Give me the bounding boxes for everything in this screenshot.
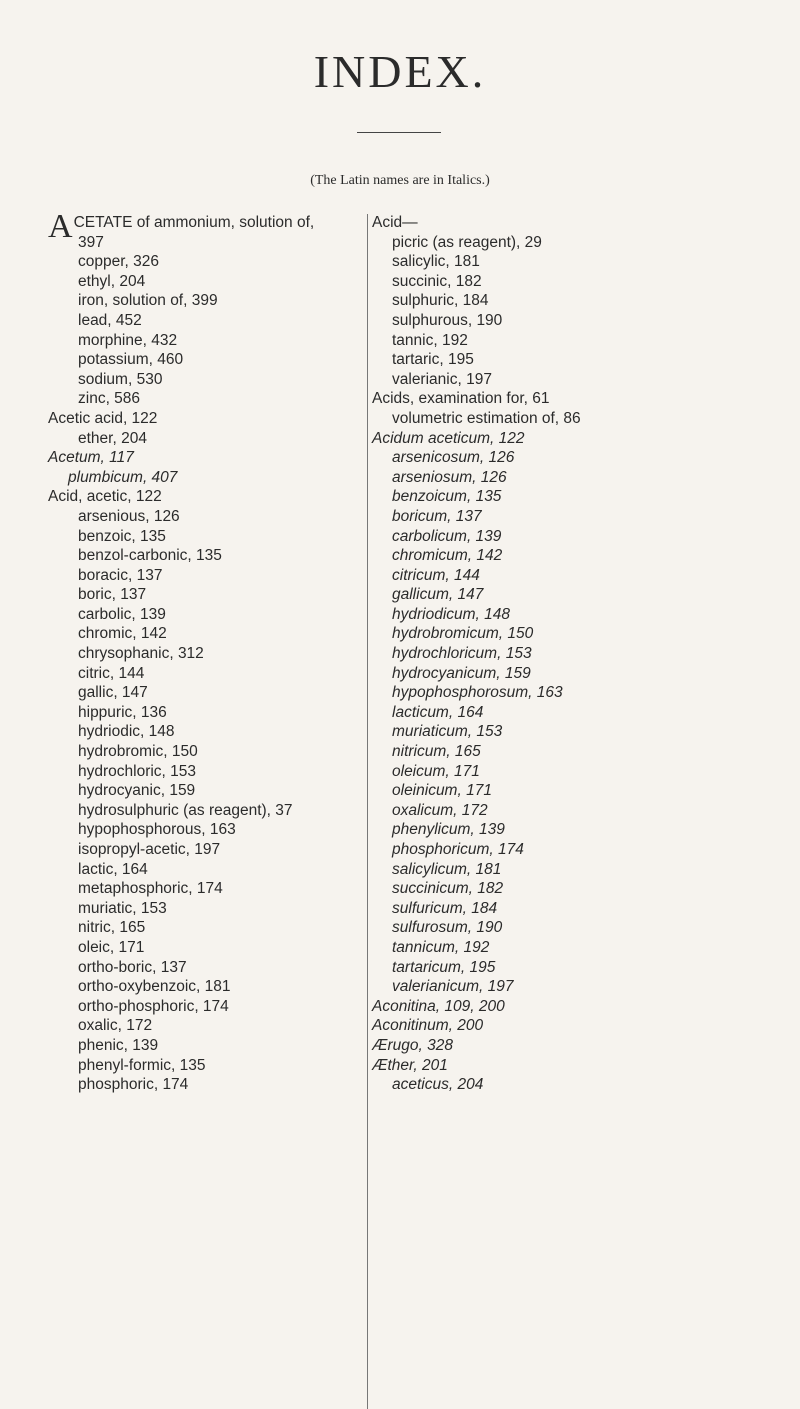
index-entry <box>48 370 368 390</box>
index-entry <box>48 703 368 723</box>
index-entry-text: volumetric estimation of, 86 <box>392 409 581 427</box>
index-column-left <box>48 208 368 1095</box>
index-entry <box>372 546 792 566</box>
page-subtitle: (The Latin names are in Italics.) <box>310 173 490 188</box>
index-entry <box>48 840 368 860</box>
index-entry-text: Acetic acid, 122 <box>48 409 158 427</box>
index-entry-text: tartaricum, 195 <box>392 958 496 976</box>
index-entry <box>372 507 792 527</box>
index-entry <box>48 507 368 527</box>
index-entry <box>48 527 368 547</box>
index-entry-text: zinc, 586 <box>78 390 141 408</box>
index-entry-text: 397 <box>78 233 104 251</box>
index-entry-text: Ærugo, 328 <box>372 1036 453 1054</box>
index-entry-text: aceticus, 204 <box>392 1076 484 1094</box>
index-entry <box>48 409 368 429</box>
index-entry <box>48 311 368 331</box>
index-entry <box>48 1036 368 1056</box>
index-entry <box>372 781 792 801</box>
index-entry-text: tannicum, 192 <box>392 938 490 956</box>
index-entry <box>48 860 368 880</box>
index-entry <box>48 429 368 449</box>
index-entry <box>372 311 792 331</box>
index-entry-text: plumbicum, 407 <box>68 468 178 486</box>
index-entry-text: succinic, 182 <box>392 272 482 290</box>
index-entry <box>48 742 368 762</box>
index-entry <box>372 801 792 821</box>
index-entry-text: hydrosulphuric (as reagent), 37 <box>78 801 293 819</box>
index-entry <box>372 1056 792 1076</box>
index-entry <box>372 879 792 899</box>
index-entry <box>372 742 792 762</box>
index-entry <box>372 1016 792 1036</box>
index-entry <box>48 644 368 664</box>
index-entry <box>48 977 368 997</box>
index-entry <box>372 840 792 860</box>
index-entry <box>372 664 792 684</box>
index-entry-text: muriatic, 153 <box>78 899 167 917</box>
index-entry-text: nitric, 165 <box>78 919 146 937</box>
index-entry-text: Aconitina, 109, 200 <box>372 997 505 1015</box>
index-entry <box>372 409 792 429</box>
index-entry-text: boracic, 137 <box>78 566 163 584</box>
index-entry-text: phosphoric, 174 <box>78 1076 189 1094</box>
index-entry-text: chrysophanic, 312 <box>78 645 204 663</box>
index-entry-text: ortho-oxybenzoic, 181 <box>78 978 231 996</box>
index-entry <box>372 350 792 370</box>
index-entry-text: hydrobromicum, 150 <box>392 625 534 643</box>
index-entry <box>48 683 368 703</box>
index-entry-text: sulfurosum, 190 <box>392 919 503 937</box>
index-entry <box>372 331 792 351</box>
index-entry <box>372 683 792 703</box>
index-entry-text: phenyl-formic, 135 <box>78 1056 206 1074</box>
index-entry-text: ortho-boric, 137 <box>78 958 187 976</box>
index-entry <box>372 213 792 233</box>
index-entry-text: succinicum, 182 <box>392 880 504 898</box>
index-entry-text: ortho-phosphoric, 174 <box>78 997 229 1015</box>
index-entry <box>372 605 792 625</box>
index-entry-text: sodium, 530 <box>78 370 163 388</box>
index-entry <box>372 722 792 742</box>
index-entry-text: tartaric, 195 <box>392 351 474 369</box>
index-entry-text: sulphurous, 190 <box>392 311 503 329</box>
index-entry <box>48 252 368 272</box>
drop-cap: A <box>48 208 73 245</box>
index-entry-text: Acidum aceticum, 122 <box>372 429 525 447</box>
index-entry <box>48 1075 368 1095</box>
index-entry-text: Acids, examination for, 61 <box>372 390 550 408</box>
index-entry <box>372 291 792 311</box>
index-entry-text: valerianicum, 197 <box>392 978 514 996</box>
index-entry-text: arsenicosum, 126 <box>392 449 515 467</box>
index-entry <box>372 997 792 1017</box>
index-entry-text: salicylicum, 181 <box>392 860 502 878</box>
index-entry-text: hypophosphorous, 163 <box>78 821 236 839</box>
index-entry-text: boric, 137 <box>78 586 147 604</box>
index-entry <box>372 899 792 919</box>
index-entry <box>48 938 368 958</box>
index-entry <box>48 879 368 899</box>
index-entry <box>372 644 792 664</box>
index-entry-text: sulphuric, 184 <box>392 292 489 310</box>
index-entry <box>372 468 792 488</box>
index-entry <box>372 703 792 723</box>
index-entry-text: carbolic, 139 <box>78 605 166 623</box>
index-entry-text: oleicum, 171 <box>392 762 480 780</box>
index-entry-text: ether, 204 <box>78 429 147 447</box>
index-entry <box>48 781 368 801</box>
page-title: INDEX. <box>313 46 487 97</box>
index-entry-text: hydrochloric, 153 <box>78 762 197 780</box>
index-entry-text: oleinicum, 171 <box>392 782 492 800</box>
index-entry <box>372 1036 792 1056</box>
index-entry-text: Acid, acetic, 122 <box>48 488 162 506</box>
index-entry <box>372 233 792 253</box>
index-entry-text: lead, 452 <box>78 311 142 329</box>
index-entry-text: potassium, 460 <box>78 351 184 369</box>
index-entry <box>48 389 368 409</box>
index-entry-text: benzol-carbonic, 135 <box>78 547 222 565</box>
index-entry <box>48 331 368 351</box>
index-entry-text: oxalic, 172 <box>78 1017 153 1035</box>
index-entry <box>48 1056 368 1076</box>
index-entry <box>48 468 368 488</box>
index-entry-text: Acetum, 117 <box>48 449 134 467</box>
index-entry <box>372 820 792 840</box>
index-entry-text: picric (as reagent), 29 <box>392 233 542 251</box>
index-entry <box>372 389 792 409</box>
index-entry <box>372 272 792 292</box>
index-entry <box>372 624 792 644</box>
index-entry <box>48 958 368 978</box>
index-entry-text: phenic, 139 <box>78 1036 159 1054</box>
index-entry-text: oleic, 171 <box>78 938 145 956</box>
index-entry <box>48 762 368 782</box>
index-entry <box>48 664 368 684</box>
index-entry <box>372 370 792 390</box>
index-entry-text: hydriodic, 148 <box>78 723 175 741</box>
index-entry-text: isopropyl-acetic, 197 <box>78 841 221 858</box>
index-entry-text: citric, 144 <box>78 664 145 682</box>
index-entry-text: hydrobromic, 150 <box>78 743 198 761</box>
index-entry <box>48 448 368 468</box>
index-entry-text: hippuric, 136 <box>78 703 167 721</box>
index-entry-text: hydrochloricum, 153 <box>392 645 532 663</box>
index-entry <box>372 918 792 938</box>
index-entry-text: sulfuricum, 184 <box>392 899 498 917</box>
index-entry-text: Aconitinum, 200 <box>372 1017 484 1035</box>
index-entry <box>372 938 792 958</box>
index-entry-text: phosphoricum, 174 <box>392 841 524 858</box>
index-column-right <box>372 213 792 1095</box>
index-entry-text: gallic, 147 <box>78 684 148 702</box>
index-entry <box>48 233 368 253</box>
index-entry <box>372 585 792 605</box>
index-entry <box>48 566 368 586</box>
index-entry <box>48 350 368 370</box>
index-entry <box>372 487 792 507</box>
index-entry-text: valerianic, 197 <box>392 370 492 388</box>
index-entry <box>48 997 368 1017</box>
index-entry <box>48 624 368 644</box>
index-entry <box>372 527 792 547</box>
index-entry <box>372 860 792 880</box>
index-entry-text: metaphosphoric, 174 <box>78 880 223 898</box>
index-entry-text: carbolicum, 139 <box>392 527 502 545</box>
index-entry <box>372 429 792 449</box>
index-entry <box>372 448 792 468</box>
index-entry-text: phenylicum, 139 <box>392 821 505 839</box>
index-entry-text: iron, solution of, 399 <box>78 292 218 310</box>
index-entry-text: arseniosum, 126 <box>392 468 507 486</box>
index-entry-text: CETATE of ammonium, solution of, <box>73 214 315 231</box>
index-entry <box>48 801 368 821</box>
index-entry-text: hydrocyanic, 159 <box>78 782 196 800</box>
index-entry <box>372 958 792 978</box>
index-entry-text: citricum, 144 <box>392 566 480 584</box>
index-entry <box>48 918 368 938</box>
index-entry <box>48 1016 368 1036</box>
index-entry-text: hydrocyanicum, 159 <box>392 664 531 682</box>
index-entry-text: lacticum, 164 <box>392 703 484 721</box>
index-entry-text: arsenious, 126 <box>78 507 180 525</box>
index-entry-text: gallicum, 147 <box>392 586 484 604</box>
index-entry-text: Æther, 201 <box>372 1056 448 1074</box>
index-entry <box>372 977 792 997</box>
index-entry <box>372 1075 792 1095</box>
index-entry-text: Acid— <box>372 214 418 231</box>
index-entry <box>372 252 792 272</box>
index-entry-text: benzoicum, 135 <box>392 488 502 506</box>
index-entry-text: morphine, 432 <box>78 331 178 349</box>
index-entry-text: hydriodicum, 148 <box>392 605 511 623</box>
index-entry <box>48 585 368 605</box>
index-entry-text: muriaticum, 153 <box>392 723 503 741</box>
index-entry-text: benzoic, 135 <box>78 527 166 545</box>
index-entry <box>372 566 792 586</box>
index-entry-text: chromicum, 142 <box>392 547 503 565</box>
index-entry <box>48 291 368 311</box>
index-entry-text: copper, 326 <box>78 253 160 271</box>
index-entry-text: hypophosphorosum, 163 <box>392 684 563 702</box>
index-entry <box>48 899 368 919</box>
index-entry-text: ethyl, 204 <box>78 272 146 290</box>
index-entry-text: chromic, 142 <box>78 625 167 643</box>
index-entry <box>48 820 368 840</box>
index-entry <box>48 272 368 292</box>
index-entry <box>48 605 368 625</box>
index-entry <box>48 546 368 566</box>
title-rule <box>357 132 441 133</box>
index-entry <box>48 722 368 742</box>
index-entry-text: nitricum, 165 <box>392 743 481 761</box>
index-entry-text: salicylic, 181 <box>392 253 480 271</box>
index-entry-text: oxalicum, 172 <box>392 801 488 819</box>
index-entry-text: lactic, 164 <box>78 860 148 878</box>
index-entry-text: boricum, 137 <box>392 507 482 525</box>
index-entry-text: tannic, 192 <box>392 331 468 349</box>
index-entry <box>48 487 368 507</box>
index-entry <box>372 762 792 782</box>
